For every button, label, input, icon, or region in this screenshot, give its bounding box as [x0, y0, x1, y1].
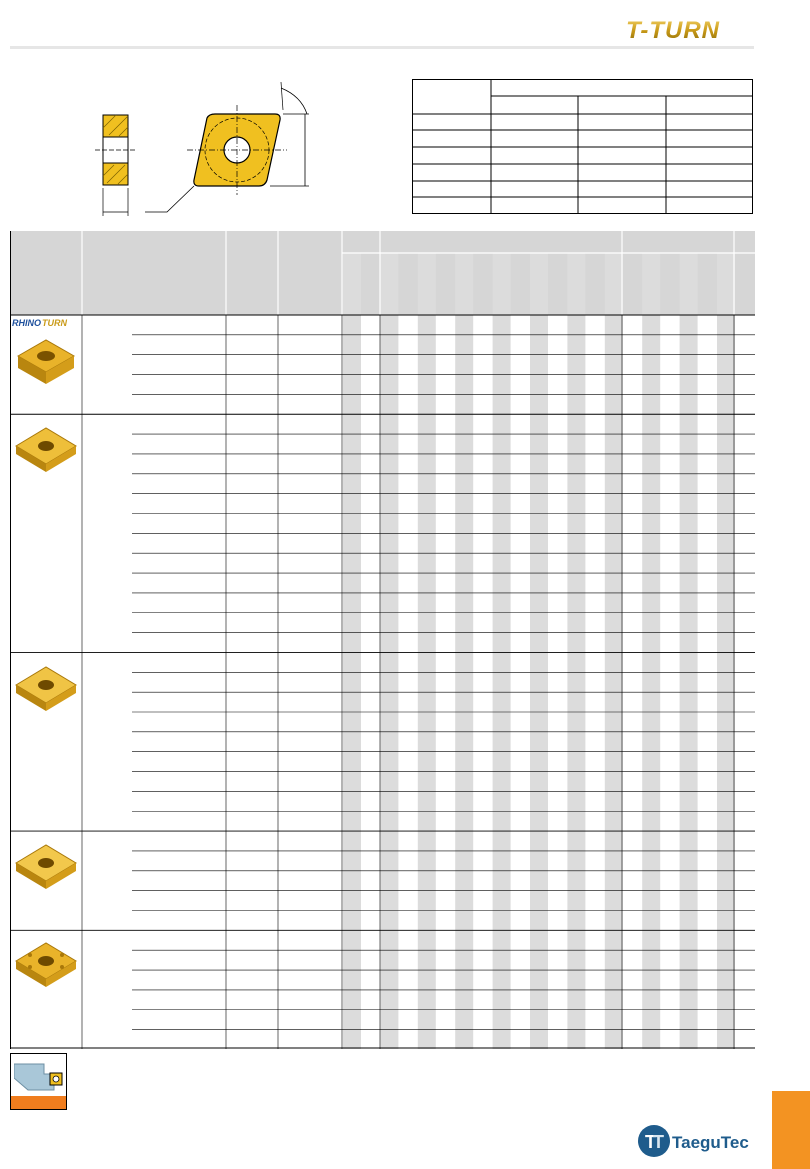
legend-box [10, 1053, 67, 1110]
svg-text:T: T [653, 1132, 664, 1152]
square-insert-serrated-icon [10, 933, 82, 997]
t-turn-logo [624, 14, 756, 44]
insert-cross-section-icon [95, 115, 135, 216]
product-grid [10, 231, 755, 1049]
rhombic-insert-icon [145, 82, 309, 212]
turning-application-icon [14, 1060, 64, 1092]
rhino-turn-logo: RHINO [12, 318, 41, 328]
grade-column-stripe [343, 253, 361, 1049]
grade-column-stripe [642, 253, 660, 1049]
square-insert-chipbreaker-icon [10, 418, 82, 482]
legend-bar [11, 1096, 66, 1109]
svg-text:TURN: TURN [42, 318, 67, 328]
square-insert-flat-icon [10, 835, 82, 899]
grade-column-stripe [605, 253, 623, 1049]
grade-column-stripe [418, 253, 436, 1049]
grade-column-stripe [380, 253, 398, 1049]
dimension-table [412, 79, 753, 214]
square-insert-icon [10, 657, 82, 721]
taegutec-logo [636, 1113, 760, 1163]
grade-column-stripe [530, 253, 548, 1049]
grade-column-stripe [455, 253, 473, 1049]
rhino-turn-square-insert-icon [10, 316, 82, 396]
footer-brand-text: TaeguTec [672, 1133, 749, 1152]
section-tab[interactable] [772, 1091, 810, 1169]
header-rule [10, 46, 754, 49]
grade-column-stripe [493, 253, 511, 1049]
svg-text:T: T [645, 1132, 656, 1152]
insert-drawing [95, 80, 325, 220]
grade-column-stripe [680, 253, 698, 1049]
brand-text: T-TURN [626, 17, 720, 44]
grade-column-stripe [567, 253, 585, 1049]
grade-column-stripe [717, 253, 735, 1049]
